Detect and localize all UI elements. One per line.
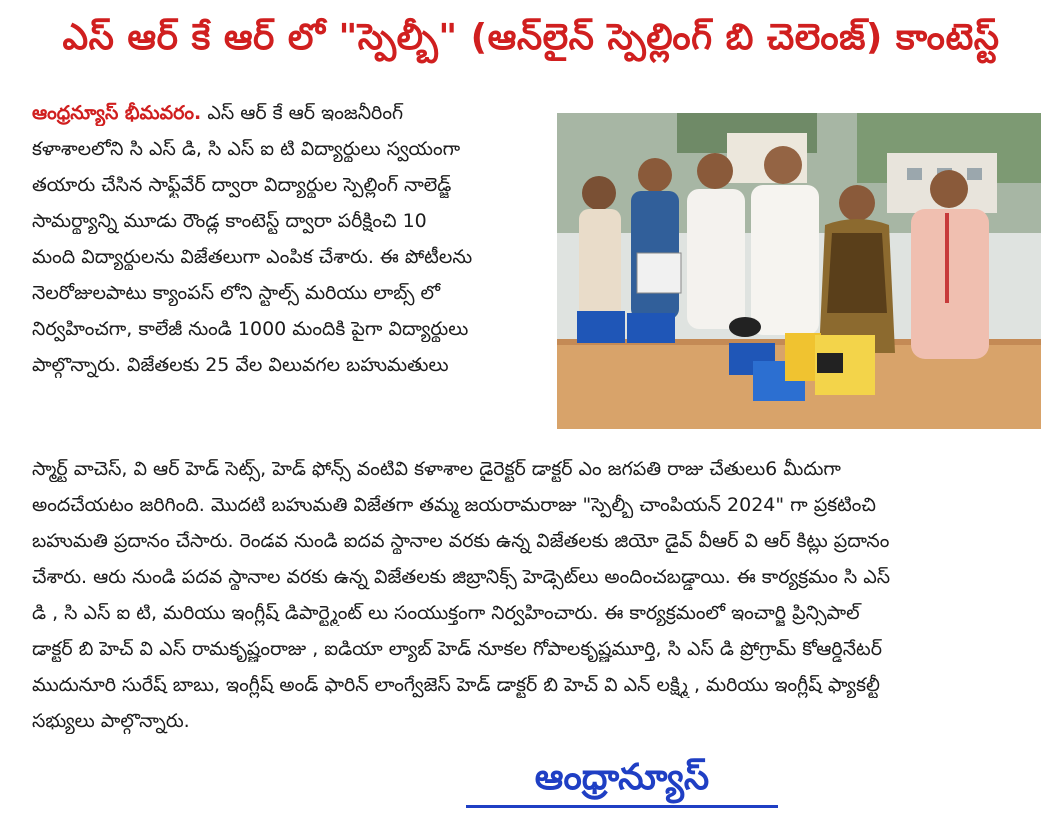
body-line-6: నెలరోజులపాటు క్యాంపస్ లోని స్టాల్స్ మరియు లాబ్స్ లో [32, 282, 440, 304]
event-photo [557, 113, 1041, 429]
newspaper-logo [466, 754, 778, 810]
body-line-5: మంది విద్యార్థులను విజేతలుగా ఎంపిక చేశారు. ఈ పోటీలను [32, 246, 473, 268]
body-line-9: స్మార్ట్ వాచెస్, వి ఆర్ హెడ్ సెట్స్, హెడ్ ఫోన్స్ వంటివి కళాశాల డైరెక్టర్ డాక్టర్ ఎం జగపతి రాజు చేతులు6 మీదుగా [32, 458, 841, 480]
dateline: ఆంధ్రన్యూస్ భీమవరం. [32, 102, 202, 124]
body-line-16: సభ్యులు పాల్గొన్నారు. [32, 710, 190, 732]
body-line-1-text: ఎస్ ఆర్ కే ఆర్ ఇంజనీరింగ్ [207, 102, 404, 124]
body-line-7: నిర్వహించగా, కాలేజీ నుండి 1000 మందికి పైగా విద్యార్థులు [32, 318, 469, 340]
logo-text: ఆంధ్రాన్యూస్ [534, 757, 710, 798]
body-line-4: సామర్థ్యాన్ని మూడు రౌండ్ల కాంటెస్ట్ ద్వారా పరీక్షించి 10 [32, 210, 427, 232]
body-line-12: చేశారు. ఆరు నుండి పదవ స్థానాల వరకు ఉన్న విజేతలకు జిబ్రానిక్స్ హెడ్సెట్‌లు అందించబడ్డాయి. ఈ కార్యక్రమం సి ఎస్ [32, 566, 891, 588]
headline: ఎస్ ఆర్ కే ఆర్ లో "స్పెల్బీ" (ఆన్‌లైన్ స్పెల్లింగ్ బి చెలెంజ్) కాంటెస్ట్ [62, 17, 1000, 58]
body-line-15: ముదునూరి సురేష్ బాబు, ఇంగ్లీష్ అండ్ ఫారిన్ లాంగ్వేజెస్ హెడ్ డాక్టర్ బి హెచ్ వి ఎన్ లక్ష్మి , మరియు ఇంగ్లీష్ ఫ్యాకల్టీ [32, 674, 880, 696]
event-photo-illustration [557, 113, 1041, 429]
body-line-3: తయారు చేసిన సాఫ్ట్‌వేర్ ద్వారా విద్యార్థుల స్పెల్లింగ్ నాలెడ్జ్ [32, 174, 452, 196]
body-line-2: కళాశాలలోని సి ఎస్ డి, సి ఎస్ ఐ టి విద్యార్థులు స్వయంగా [32, 138, 461, 160]
body-line-1 [32, 100, 550, 126]
body-line-14: డాక్టర్ బి హెచ్ వి ఎస్ రామకృష్ణంరాజు , ఐడియా ల్యాబ్ హెడ్ నూకల గోపాలకృష్ణమూర్తి, సి ఎస్ డి ప్రోగ్రామ్ కోఆర్డినేటర్ [32, 638, 882, 660]
body-line-13: డి , సి ఎస్ ఐ టి, మరియు ఇంగ్లీష్ డిపార్ట్మెంట్ లు సంయుక్తంగా నిర్వహించారు. ఈ కార్యక్రమంలో ఇంచార్జి ప్రిన్సిపాల్ [32, 602, 860, 624]
body-line-11: బహుమతి ప్రదానం చేసారు. రెండవ నుండి ఐదవ స్థానాల వరకు ఉన్న విజేతలకు జియో డైవ్ వీఆర్ వి ఆర్ కిట్లు ప్రదానం [32, 530, 890, 552]
body-line-10: అందచేయటం జరిగింది. మొదటి బహుమతి విజేతగా తమ్మ జయరామరాజు "స్పెల్బీ చాంపియన్ 2024" గా ప్రకటించి [32, 494, 876, 516]
body-line-8: పాల్గొన్నారు. విజేతలకు 25 వేల విలువగల బహుమతులు [32, 354, 449, 376]
logo-underline [466, 805, 778, 808]
